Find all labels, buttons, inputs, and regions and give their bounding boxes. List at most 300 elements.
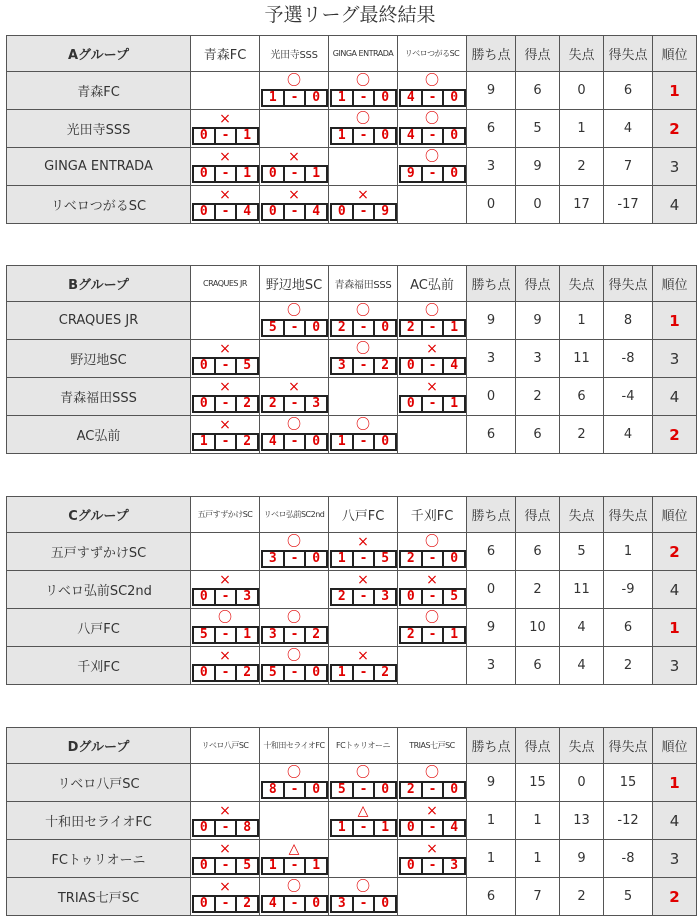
- result-mark: 〇: [425, 149, 439, 165]
- rank-value: 2: [653, 110, 697, 148]
- match-score: [261, 895, 328, 913]
- match-result-cell: [398, 148, 467, 186]
- match-result-cell: [398, 802, 467, 840]
- team-name: 千刈FC: [7, 647, 191, 685]
- points-value: 9: [467, 302, 516, 340]
- match-result-cell: [329, 340, 398, 378]
- goals-against-value: 4: [560, 647, 604, 685]
- goals-for-value: 7: [516, 878, 560, 916]
- match-result-cell: [260, 378, 329, 416]
- score-dash: -: [285, 395, 307, 413]
- match-result-cell: [329, 302, 398, 340]
- match-result-cell: [398, 72, 467, 110]
- goals-scored: 5: [261, 664, 285, 682]
- team-name: TRIAS七戸SC: [7, 878, 191, 916]
- group-name: Bグループ: [7, 266, 191, 302]
- goals-scored: 5: [192, 626, 216, 644]
- goal-diff-value: -17: [604, 186, 653, 224]
- score-dash: -: [285, 895, 307, 913]
- goals-conceded: 0: [306, 319, 328, 337]
- score-dash: -: [216, 857, 238, 875]
- goals-against-header: 失点: [560, 497, 604, 533]
- match-result-cell: [398, 533, 467, 571]
- score-dash: -: [423, 819, 445, 837]
- goals-conceded: 0: [444, 781, 466, 799]
- opponent-header: リベロ弘前SC2nd: [260, 497, 329, 533]
- result-mark: 〇: [287, 879, 301, 895]
- team-name: リベロつがるSC: [7, 186, 191, 224]
- opponent-header: TRIAS七戸SC: [398, 728, 467, 764]
- score-dash: -: [216, 588, 238, 606]
- match-result-cell: [191, 110, 260, 148]
- goals-against-header: 失点: [560, 266, 604, 302]
- score-dash: -: [285, 550, 307, 568]
- points-value: 1: [467, 802, 516, 840]
- goals-conceded: 3: [444, 857, 466, 875]
- match-score: [261, 89, 328, 107]
- goals-conceded: 8: [237, 819, 259, 837]
- goals-for-value: 6: [516, 647, 560, 685]
- match-result-cell: [191, 840, 260, 878]
- result-mark: ×: [426, 379, 438, 395]
- points-header: 勝ち点: [467, 497, 516, 533]
- score-dash: -: [354, 550, 376, 568]
- goals-conceded: 1: [237, 127, 259, 145]
- score-dash: -: [423, 319, 445, 337]
- goals-scored: 3: [261, 550, 285, 568]
- score-dash: -: [285, 89, 307, 107]
- score-dash: -: [216, 664, 238, 682]
- score-dash: -: [423, 357, 445, 375]
- goals-scored: 0: [192, 395, 216, 413]
- team-name: AC弘前: [7, 416, 191, 454]
- goals-conceded: 0: [306, 895, 328, 913]
- opponent-header: 青森FC: [191, 36, 260, 72]
- goals-scored: 1: [330, 127, 354, 145]
- goals-scored: 2: [330, 319, 354, 337]
- goals-conceded: 1: [444, 395, 466, 413]
- match-result-cell: [398, 571, 467, 609]
- goals-conceded: 0: [375, 89, 397, 107]
- goals-conceded: 5: [237, 857, 259, 875]
- rank-value: 3: [653, 647, 697, 685]
- self-match-cell: [329, 378, 398, 416]
- goals-against-value: 2: [560, 878, 604, 916]
- points-value: 1: [467, 840, 516, 878]
- goals-scored: 2: [399, 319, 423, 337]
- score-dash: -: [354, 781, 376, 799]
- score-dash: -: [285, 165, 307, 183]
- match-score: [330, 357, 397, 375]
- goal-diff-value: 2: [604, 647, 653, 685]
- match-score: [330, 819, 397, 837]
- team-row: [7, 840, 697, 878]
- match-result-cell: [329, 647, 398, 685]
- score-dash: -: [354, 357, 376, 375]
- score-dash: -: [285, 781, 307, 799]
- goals-conceded: 1: [444, 319, 466, 337]
- goals-against-value: 4: [560, 609, 604, 647]
- self-match-cell: [191, 764, 260, 802]
- result-mark: 〇: [287, 73, 301, 89]
- match-score: [261, 203, 328, 221]
- goals-scored: 0: [192, 165, 216, 183]
- match-result-cell: [329, 110, 398, 148]
- goals-for-value: 9: [516, 148, 560, 186]
- opponent-header: 光田寺SSS: [260, 36, 329, 72]
- team-name: 野辺地SC: [7, 340, 191, 378]
- result-mark: 〇: [287, 648, 301, 664]
- goals-scored: 0: [399, 588, 423, 606]
- goals-conceded: 1: [237, 165, 259, 183]
- goals-conceded: 0: [375, 781, 397, 799]
- score-dash: -: [423, 550, 445, 568]
- match-score: [192, 127, 259, 145]
- goals-scored: 1: [330, 550, 354, 568]
- score-dash: -: [216, 819, 238, 837]
- goals-scored: 0: [399, 857, 423, 875]
- result-mark: 〇: [356, 341, 370, 357]
- result-mark: ×: [288, 187, 300, 203]
- goals-scored: 2: [399, 626, 423, 644]
- goals-conceded: 0: [375, 433, 397, 451]
- team-row: [7, 110, 697, 148]
- match-score: [261, 857, 328, 875]
- match-score: [399, 165, 466, 183]
- score-dash: -: [354, 819, 376, 837]
- match-score: [330, 319, 397, 337]
- goals-conceded: 1: [306, 165, 328, 183]
- team-name: リベロ八戸SC: [7, 764, 191, 802]
- match-result-cell: [260, 302, 329, 340]
- goal-diff-value: -12: [604, 802, 653, 840]
- match-score: [192, 857, 259, 875]
- goals-for-value: 9: [516, 302, 560, 340]
- group-name: Dグループ: [7, 728, 191, 764]
- match-result-cell: [260, 72, 329, 110]
- goals-against-value: 0: [560, 764, 604, 802]
- goals-conceded: 0: [375, 127, 397, 145]
- result-mark: ×: [426, 341, 438, 357]
- result-mark: 〇: [287, 303, 301, 319]
- goals-conceded: 2: [306, 626, 328, 644]
- goal-diff-value: -8: [604, 340, 653, 378]
- goals-scored: 0: [192, 588, 216, 606]
- match-result-cell: [398, 378, 467, 416]
- match-score: [399, 395, 466, 413]
- match-result-cell: [398, 110, 467, 148]
- points-value: 3: [467, 340, 516, 378]
- goals-for-header: 得点: [516, 728, 560, 764]
- team-name: リベロ弘前SC2nd: [7, 571, 191, 609]
- match-result-cell: [191, 378, 260, 416]
- goals-scored: 0: [192, 664, 216, 682]
- goals-scored: 3: [330, 895, 354, 913]
- rank-value: 4: [653, 378, 697, 416]
- opponent-header: リベロ八戸SC: [191, 728, 260, 764]
- match-result-cell: [329, 416, 398, 454]
- goals-conceded: 3: [237, 588, 259, 606]
- goals-scored: 2: [261, 395, 285, 413]
- result-mark: 〇: [287, 534, 301, 550]
- result-mark: 〇: [356, 765, 370, 781]
- match-result-cell: [329, 72, 398, 110]
- match-score: [192, 664, 259, 682]
- goals-conceded: 0: [444, 550, 466, 568]
- self-match-cell: [329, 609, 398, 647]
- match-result-cell: [329, 533, 398, 571]
- match-score: [399, 319, 466, 337]
- match-score: [330, 433, 397, 451]
- result-mark: ×: [219, 572, 231, 588]
- opponent-header: AC弘前: [398, 266, 467, 302]
- team-name: 八戸FC: [7, 609, 191, 647]
- result-mark: 〇: [425, 111, 439, 127]
- goals-conceded: 5: [375, 550, 397, 568]
- goals-for-value: 1: [516, 840, 560, 878]
- goal-diff-value: -4: [604, 378, 653, 416]
- match-result-cell: [398, 302, 467, 340]
- self-match-cell: [260, 110, 329, 148]
- goals-conceded: 0: [306, 781, 328, 799]
- match-score: [399, 550, 466, 568]
- goal-diff-value: 6: [604, 609, 653, 647]
- match-score: [399, 857, 466, 875]
- rank-value: 2: [653, 878, 697, 916]
- goals-scored: 2: [399, 550, 423, 568]
- team-row: [7, 378, 697, 416]
- score-dash: -: [354, 127, 376, 145]
- self-match-cell: [398, 878, 467, 916]
- match-result-cell: [260, 840, 329, 878]
- result-mark: ×: [288, 379, 300, 395]
- match-result-cell: [191, 878, 260, 916]
- rank-value: 3: [653, 148, 697, 186]
- goal-diff-value: 4: [604, 110, 653, 148]
- result-mark: 〇: [287, 610, 301, 626]
- score-dash: -: [285, 319, 307, 337]
- team-name: 青森福田SSS: [7, 378, 191, 416]
- goals-for-value: 2: [516, 571, 560, 609]
- goals-scored: 0: [192, 819, 216, 837]
- goals-conceded: 4: [306, 203, 328, 221]
- goals-conceded: 1: [375, 819, 397, 837]
- match-result-cell: [260, 533, 329, 571]
- self-match-cell: [398, 647, 467, 685]
- result-mark: ×: [357, 648, 369, 664]
- points-header: 勝ち点: [467, 728, 516, 764]
- points-header: 勝ち点: [467, 266, 516, 302]
- score-dash: -: [285, 664, 307, 682]
- group-table-3: [6, 496, 697, 685]
- team-name: 五戸すずかけSC: [7, 533, 191, 571]
- team-row: [7, 416, 697, 454]
- header-row: [7, 728, 697, 764]
- group-name: Cグループ: [7, 497, 191, 533]
- goals-for-value: 1: [516, 802, 560, 840]
- goal-diff-value: -9: [604, 571, 653, 609]
- result-mark: ×: [219, 879, 231, 895]
- match-result-cell: [191, 609, 260, 647]
- score-dash: -: [354, 588, 376, 606]
- match-score: [399, 588, 466, 606]
- goals-scored: 2: [330, 588, 354, 606]
- match-score: [192, 203, 259, 221]
- score-dash: -: [354, 319, 376, 337]
- goal-diff-header: 得失点: [604, 36, 653, 72]
- rank-header: 順位: [653, 266, 697, 302]
- score-dash: -: [216, 895, 238, 913]
- match-result-cell: [398, 340, 467, 378]
- match-score: [261, 664, 328, 682]
- match-score: [192, 395, 259, 413]
- goals-conceded: 0: [375, 319, 397, 337]
- match-score: [261, 319, 328, 337]
- score-dash: -: [423, 626, 445, 644]
- points-value: 3: [467, 148, 516, 186]
- match-score: [192, 357, 259, 375]
- score-dash: -: [285, 203, 307, 221]
- result-mark: ×: [357, 572, 369, 588]
- result-mark: 〇: [425, 610, 439, 626]
- goals-against-value: 6: [560, 378, 604, 416]
- goals-scored: 2: [399, 781, 423, 799]
- result-mark: ×: [219, 803, 231, 819]
- match-result-cell: [191, 416, 260, 454]
- match-score: [399, 781, 466, 799]
- goals-conceded: 0: [375, 895, 397, 913]
- team-name: 光田寺SSS: [7, 110, 191, 148]
- opponent-header: リベロつがるSC: [398, 36, 467, 72]
- goals-against-value: 1: [560, 302, 604, 340]
- goals-conceded: 0: [444, 127, 466, 145]
- result-mark: ×: [426, 841, 438, 857]
- rank-value: 1: [653, 609, 697, 647]
- result-mark: ×: [219, 417, 231, 433]
- result-mark: 〇: [356, 879, 370, 895]
- goal-diff-header: 得失点: [604, 497, 653, 533]
- match-result-cell: [329, 878, 398, 916]
- score-dash: -: [354, 433, 376, 451]
- opponent-header: 千刈FC: [398, 497, 467, 533]
- match-result-cell: [260, 148, 329, 186]
- goals-conceded: 4: [444, 819, 466, 837]
- points-value: 0: [467, 378, 516, 416]
- goals-against-value: 13: [560, 802, 604, 840]
- goals-for-value: 6: [516, 72, 560, 110]
- rank-value: 4: [653, 802, 697, 840]
- match-score: [399, 357, 466, 375]
- goals-conceded: 0: [306, 433, 328, 451]
- header-row: [7, 497, 697, 533]
- self-match-cell: [260, 340, 329, 378]
- goals-conceded: 2: [237, 895, 259, 913]
- goals-scored: 9: [399, 165, 423, 183]
- goals-conceded: 2: [237, 664, 259, 682]
- match-result-cell: [398, 764, 467, 802]
- opponent-header: 五戸すずかけSC: [191, 497, 260, 533]
- match-score: [261, 433, 328, 451]
- match-result-cell: [329, 764, 398, 802]
- points-value: 3: [467, 647, 516, 685]
- team-name: FCトゥリオーニ: [7, 840, 191, 878]
- team-row: [7, 533, 697, 571]
- result-mark: 〇: [287, 417, 301, 433]
- result-mark: 〇: [425, 73, 439, 89]
- score-dash: -: [423, 857, 445, 875]
- match-score: [261, 395, 328, 413]
- self-match-cell: [398, 416, 467, 454]
- rank-value: 1: [653, 302, 697, 340]
- rank-value: 4: [653, 186, 697, 224]
- header-row: [7, 266, 697, 302]
- match-result-cell: [329, 802, 398, 840]
- match-result-cell: [260, 647, 329, 685]
- match-result-cell: [191, 647, 260, 685]
- goals-scored: 0: [192, 357, 216, 375]
- goals-against-value: 11: [560, 340, 604, 378]
- match-score: [261, 781, 328, 799]
- goals-scored: 0: [261, 165, 285, 183]
- result-mark: ×: [426, 572, 438, 588]
- goals-against-header: 失点: [560, 728, 604, 764]
- points-value: 6: [467, 533, 516, 571]
- rank-value: 3: [653, 840, 697, 878]
- goals-scored: 0: [399, 395, 423, 413]
- goals-conceded: 1: [306, 857, 328, 875]
- goals-conceded: 0: [444, 165, 466, 183]
- goals-against-value: 1: [560, 110, 604, 148]
- goals-scored: 5: [261, 319, 285, 337]
- score-dash: -: [216, 626, 238, 644]
- self-match-cell: [398, 186, 467, 224]
- goals-scored: 4: [399, 127, 423, 145]
- self-match-cell: [260, 571, 329, 609]
- goals-scored: 1: [261, 857, 285, 875]
- match-score: [330, 203, 397, 221]
- match-score: [399, 819, 466, 837]
- goals-conceded: 9: [375, 203, 397, 221]
- match-result-cell: [260, 878, 329, 916]
- match-result-cell: [191, 340, 260, 378]
- points-value: 6: [467, 110, 516, 148]
- score-dash: -: [285, 857, 307, 875]
- points-header: 勝ち点: [467, 36, 516, 72]
- points-value: 9: [467, 72, 516, 110]
- result-mark: 〇: [356, 73, 370, 89]
- match-score: [399, 89, 466, 107]
- goals-against-value: 0: [560, 72, 604, 110]
- team-row: [7, 764, 697, 802]
- goals-conceded: 2: [375, 664, 397, 682]
- group-table-4: [6, 727, 697, 916]
- result-mark: △: [288, 841, 300, 857]
- goals-scored: 1: [330, 433, 354, 451]
- goals-for-value: 6: [516, 533, 560, 571]
- goals-conceded: 2: [237, 433, 259, 451]
- score-dash: -: [423, 395, 445, 413]
- team-row: [7, 72, 697, 110]
- result-mark: ×: [219, 187, 231, 203]
- score-dash: -: [285, 626, 307, 644]
- rank-value: 2: [653, 533, 697, 571]
- rank-value: 2: [653, 416, 697, 454]
- goals-scored: 0: [192, 127, 216, 145]
- group-name: Aグループ: [7, 36, 191, 72]
- result-mark: △: [357, 803, 369, 819]
- team-row: [7, 148, 697, 186]
- match-score: [330, 127, 397, 145]
